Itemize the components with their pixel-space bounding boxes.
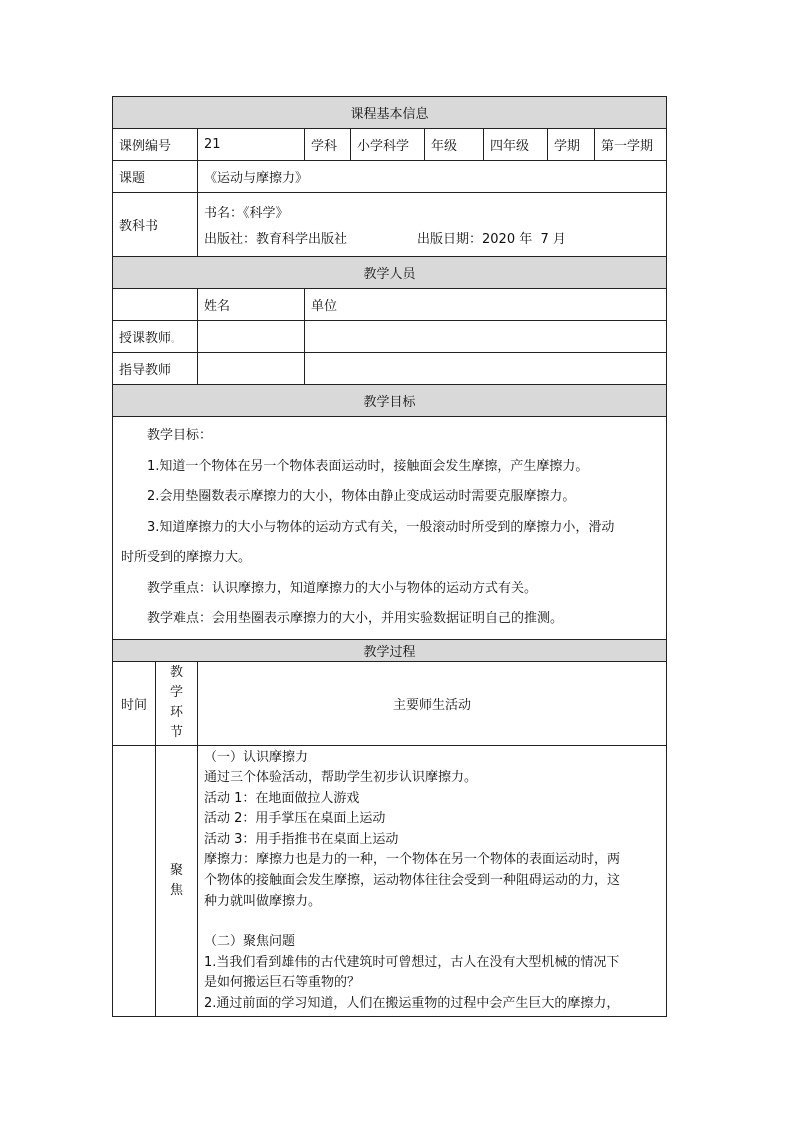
grade-label: 年级 — [425, 129, 484, 161]
activity-line: 摩擦力：摩擦力也是力的一种，一个物体在另一个物体的表面运动时，两 — [204, 852, 621, 868]
topic-value: 《运动与摩擦力》 — [198, 161, 667, 193]
grade-value: 四年级 — [484, 129, 548, 161]
goals-header: 教学目标 — [113, 385, 667, 417]
activity-column-header: 主要师生活动 — [198, 661, 667, 745]
textbook-info — [198, 193, 667, 257]
subject-label: 学科 — [305, 129, 351, 161]
basic-info-header: 课程基本信息 — [113, 97, 667, 129]
book-name: 书名：《科学》 — [204, 206, 289, 221]
activity-line: 活动 2：用手掌压在桌面上运动 — [204, 811, 386, 827]
section-title: （一）认识摩擦力 — [204, 749, 309, 765]
mentor-name — [198, 353, 305, 385]
activity-line: 2.通过前面的学习知道，人们在搬运重物的过程中会产生巨大的摩擦力， — [204, 996, 620, 1012]
case-no-label: 课例编号 — [113, 129, 198, 161]
publisher-row — [204, 229, 666, 251]
term-value: 第一学期 — [595, 129, 667, 161]
lesson-plan-document — [112, 96, 666, 1017]
teacher-label: 授课教师。 — [113, 321, 198, 353]
staff-header: 教学人员 — [113, 257, 667, 289]
activity-line: 活动 1：在地面做拉人游戏 — [204, 790, 360, 806]
goal-item: 3.知道摩擦力的大小与物体的运动方式有关，一般滚动时所受到的摩擦力小，滑动 — [147, 519, 615, 535]
activity-line: 活动 3：用手指推书在桌面上运动 — [204, 831, 399, 847]
lesson-plan-table — [112, 96, 667, 1017]
activity-line: 个物体的接触面会发生摩擦，运动物体往往会受到一种阻碍运动的力，这 — [204, 873, 621, 889]
unit-column-header: 单位 — [305, 289, 667, 321]
teacher-name — [198, 321, 305, 353]
publisher: 出版社：教育科学出版社 — [204, 232, 348, 247]
process-header: 教学过程 — [113, 639, 667, 661]
stage-cell: 聚 焦 — [156, 745, 198, 1016]
time-column-header: 时间 — [113, 661, 156, 745]
activity-line: 是如何搬运巨石等重物的？ — [204, 975, 361, 991]
case-no-value: 21 — [198, 129, 305, 161]
activity-line: 通过三个体验活动，帮助学生初步认识摩擦力。 — [204, 770, 478, 786]
time-cell — [113, 745, 156, 1016]
goal-item: 时所受到的摩擦力大。 — [121, 550, 252, 565]
goal-item: 1.知道一个物体在另一个物体表面运动时，接触面会发生摩擦，产生摩擦力。 — [147, 458, 589, 474]
mentor-label: 指导教师 — [113, 353, 198, 385]
mentor-unit — [305, 353, 667, 385]
staff-corner-cell — [113, 289, 198, 321]
goal-item: 2.会用垫圈数表示摩擦力的大小，物体由静止变成运动时需要克服摩擦力。 — [147, 489, 576, 504]
stage-column-header: 教 学 环 节 — [156, 661, 198, 745]
teacher-unit — [305, 321, 667, 353]
activity-content — [198, 745, 667, 1016]
subject-value: 小学科学 — [351, 129, 425, 161]
activity-line: 1.当我们看到雄伟的古代建筑时可曾想过，古人在没有大型机械的情况下 — [204, 954, 620, 970]
term-label: 学期 — [548, 129, 595, 161]
publication-date: 出版日期：2020 年 7 月 — [417, 232, 566, 247]
section-title: （二）聚焦问题 — [204, 934, 296, 950]
textbook-label: 教科书 — [113, 193, 198, 257]
goals-content — [113, 417, 667, 640]
topic-label: 课题 — [113, 161, 198, 193]
name-column-header: 姓名 — [198, 289, 305, 321]
spacer — [204, 912, 662, 932]
activity-line: 种力就叫做摩擦力。 — [204, 893, 322, 909]
difficulty: 教学难点：会用垫圈表示摩擦力的大小，并用实验数据证明自己的推测。 — [147, 611, 564, 626]
goals-intro: 教学目标： — [147, 428, 213, 443]
key-point: 教学重点：认识摩擦力，知道摩擦力的大小与物体的运动方式有关。 — [147, 580, 538, 596]
